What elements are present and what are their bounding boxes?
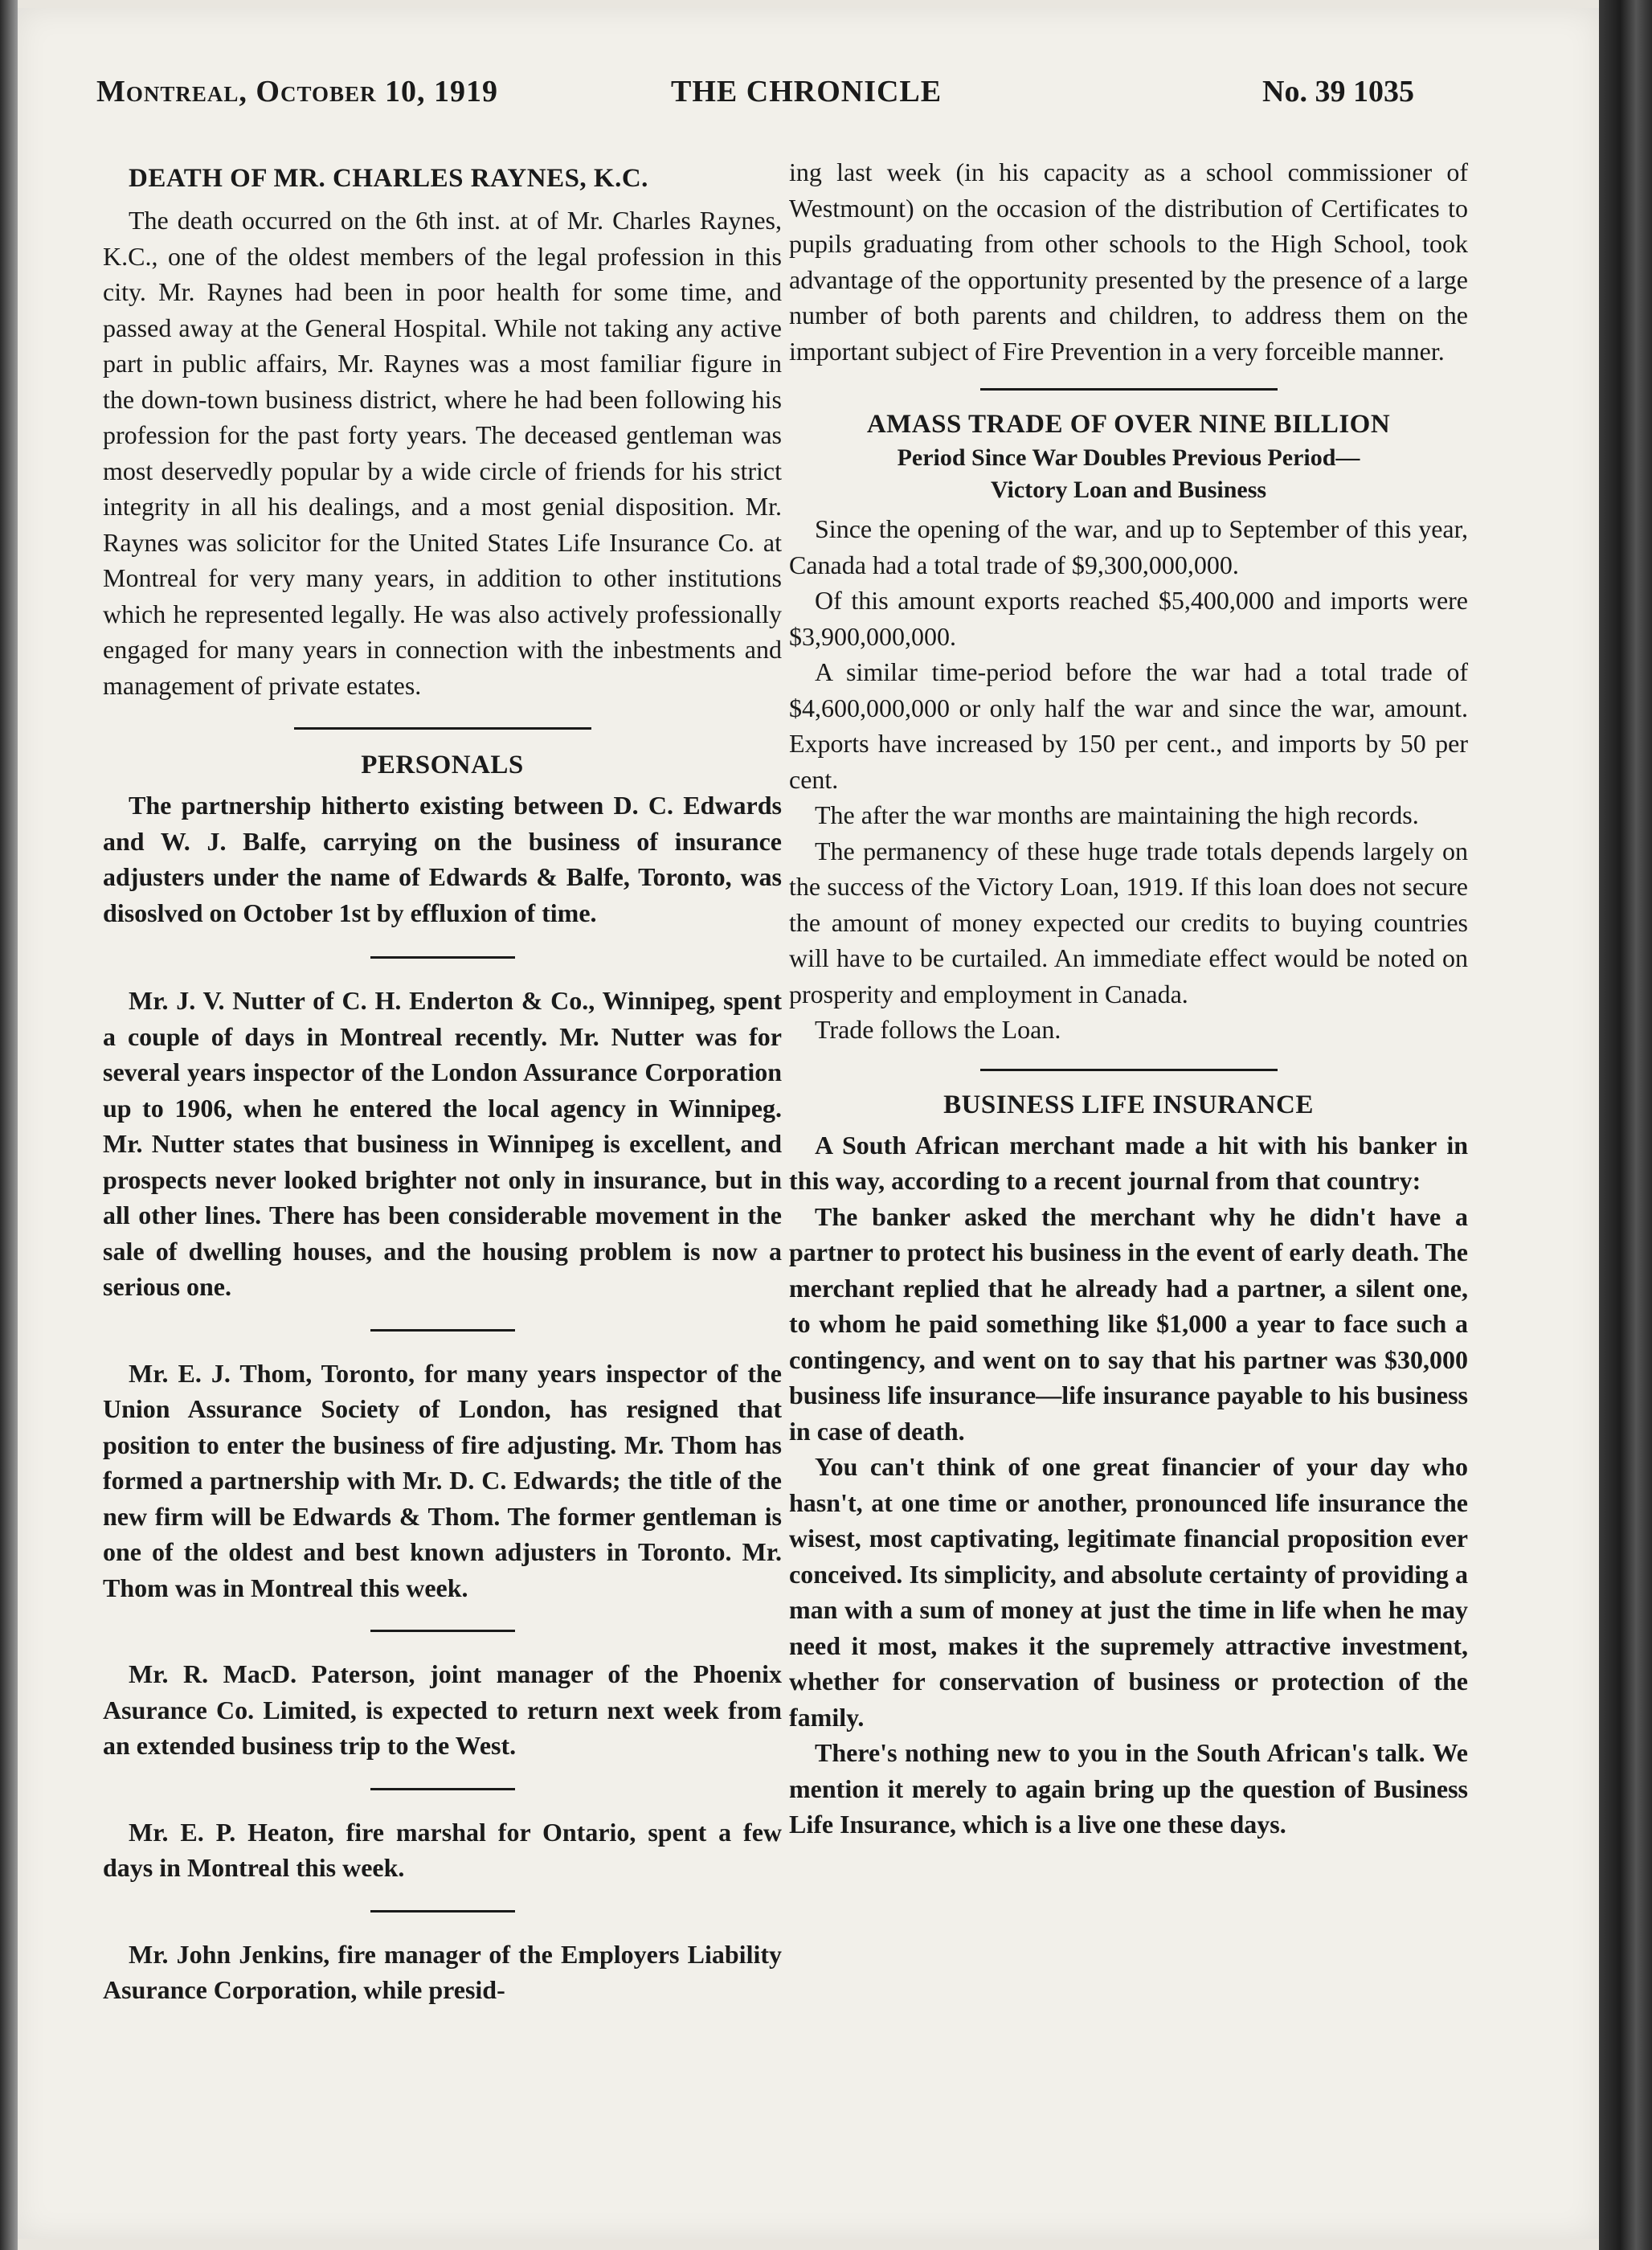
bli-p3: You can't think of one great financier of your day who hasn't, at one time or another, pronounced life insurance the wisest, most captivating, legitimate financial proposition ever conceived. Its simplicity, and absolute certainty of providing a man with a sum of money at just the time in life when he may need it most, makes it the supremely attractive investment, whether for conservation of business or protection of the family. xyxy=(789,1452,1468,1732)
divider xyxy=(294,727,591,730)
right-column xyxy=(789,154,1468,1843)
page-left-edge xyxy=(0,0,18,2250)
personals-p4: Mr. R. MacD. Paterson, joint manager of the Phoenix Asurance Co. Limited, is expected to return next week from an extended business trip to the West. xyxy=(103,1659,782,1760)
divider xyxy=(980,1069,1278,1071)
trade-p6: Trade follows the Loan. xyxy=(815,1015,1061,1044)
personals-p6: Mr. John Jenkins, fire manager of the Employers Liability Asurance Corporation, while presid- xyxy=(103,1939,782,2004)
trade-p3: A similar time-period before the war had a total trade of $4,600,000,000 or only half the war and since the war, amount. Exports have increased by 150 per cent., and imports by 50 per cent. xyxy=(789,657,1468,794)
bli-p2: The banker asked the merchant why he didn't have a partner to protect his business in the event of early death. The merchant replied that he already had a partner, a silent one, to whom he paid something like $1,000 a year to face such a contingency, and went on to say that his partner was $30,000 business life insurance—life insurance payable to his business in case of death. xyxy=(789,1201,1468,1446)
raynes-body: The death occurred on the 6th inst. at of Mr. Charles Raynes, K.C., one of the oldest members of the legal profession in this city. Mr. Raynes had been in poor health for some time, and passed away at the General Hospital. While not taking any active part in public affairs, Mr. Raynes was a most familiar figure in the down-town business district, where he had been following his profession for the past forty years. The deceased gentleman was most deservedly popular by a wide circle of friends for his strict integrity in all his dealings, and a most genial disposition. Mr. Raynes was solicitor for the United States Life Insurance Co. at Montreal for very many years, in addition to other institutions which he represented legally. He was also actively professionally engaged for many years in connection with the inbestments and management of private estates. xyxy=(103,206,782,700)
divider xyxy=(370,1329,515,1332)
divider xyxy=(370,1910,515,1912)
personals-p3: Mr. E. J. Thom, Toronto, for many years inspector of the Union Assurance Society of London, has resigned that position to enter the business of fire adjusting. Mr. Thom has formed a partnership with Mr. D. C. Edwards; the title of the new firm will be Edwards & Thom. The former gentleman is one of the oldest and best known adjusters in Toronto. Mr. Thom was in Montreal this week. xyxy=(103,1358,782,1602)
jenkins-continued: ing last week (in his capacity as a school commissioner of Westmount) on the occasion of the distribution of Certificates to pupils graduating from other schools to the High School, took advantage of the opportunity presented by the presence of a large number of both parents and children, to address them on the important subject of Fire Prevention in a very forceible manner. xyxy=(789,158,1468,366)
trade-p5: The permanency of these huge trade totals depends largely on the success of the Victory Loan, 1919. If this loan does not secure the amount of money expected our credits to buying countries will have to be curtailed. An immediate effect would be noted on prosperity and employment in Canada. xyxy=(789,836,1468,1008)
left-column xyxy=(103,161,782,2008)
trade-subtitle-1: Period Since War Doubles Previous Period— xyxy=(897,444,1360,471)
trade-p1: Since the opening of the war, and up to September of this year, Canada had a total trade of $9,300,000,000. xyxy=(789,514,1468,579)
trade-p4: The after the war months are maintaining the high records. xyxy=(815,800,1419,829)
divider xyxy=(980,388,1278,391)
book-spine xyxy=(1599,0,1652,2250)
personals-p1: The partnership hitherto existing between D. C. Edwards and W. J. Balfe, carrying on the business of insurance adjusters under the name of Edwards & Balfe, Toronto, was disoslved on October 1st by effluxion of time. xyxy=(103,791,782,927)
header-page-number: No. 39 1035 xyxy=(1262,75,1414,108)
divider xyxy=(370,1630,515,1632)
page-header xyxy=(96,74,1414,122)
raynes-title: DEATH OF MR. CHARLES RAYNES, K.C. xyxy=(129,164,648,193)
divider xyxy=(370,956,515,959)
personals-p5: Mr. E. P. Heaton, fire marshal for Ontario, spent a few days in Montreal this week. xyxy=(103,1817,782,1882)
header-publication: THE CHRONICLE xyxy=(671,75,943,108)
divider xyxy=(370,1788,515,1790)
personals-p2: Mr. J. V. Nutter of C. H. Enderton & Co., Winnipeg, spent a couple of days in Montreal recently. Mr. Nutter was for several years inspector of the London Assurance Corporation up to 1906, when he entered the local agency in Winnipeg. Mr. Nutter states that business in Winnipeg is excellent, and prospects never looked brighter not only in insurance, but in all other lines. There has been considerable movement in the sale of dwelling houses, and the housing problem is now a serious one. xyxy=(103,986,782,1301)
bli-p4: There's nothing new to you in the South African's talk. We mention it merely to again bring up the question of Business Life Insurance, which is a live one these days. xyxy=(789,1738,1468,1839)
header-date: Montreal, October 10, 1919 xyxy=(96,75,498,108)
bli-title: BUSINESS LIFE INSURANCE xyxy=(943,1090,1314,1119)
trade-p2: Of this amount exports reached $5,400,000 and imports were $3,900,000,000. xyxy=(789,586,1468,651)
personals-title: PERSONALS xyxy=(361,751,524,779)
trade-subtitle-2: Victory Loan and Business xyxy=(990,477,1267,503)
bli-p1: A South African merchant made a hit with his banker in this way, according to a recent journal from that country: xyxy=(789,1130,1468,1195)
trade-title: AMASS TRADE OF OVER NINE BILLION xyxy=(866,410,1391,439)
